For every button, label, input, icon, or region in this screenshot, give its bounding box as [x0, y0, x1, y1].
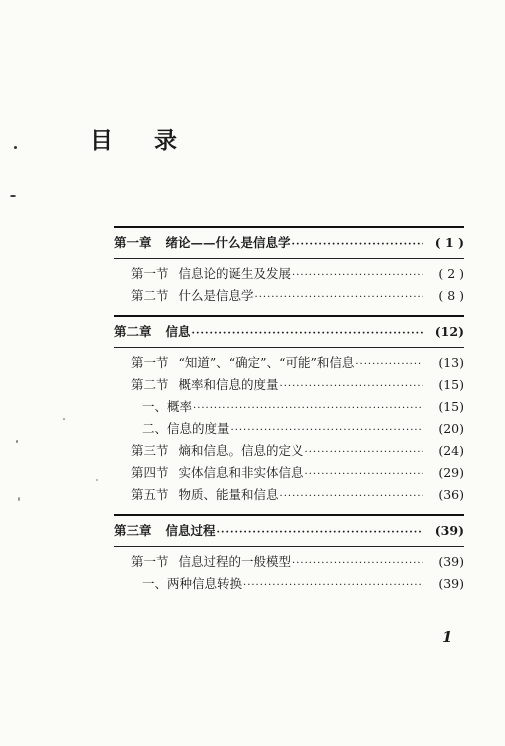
toc-section	[114, 374, 464, 396]
toc-chapter-title: 绪论——什么是信息学	[165, 235, 291, 250]
toc-subsection-title: 二、信息的度量	[142, 421, 230, 436]
toc-section-number: 第一节	[131, 554, 169, 569]
toc-section-number: 第二节	[131, 377, 169, 392]
table-of-contents	[114, 226, 464, 595]
toc-chapter-number: 第二章	[114, 324, 152, 339]
scan-speck	[14, 146, 17, 149]
toc-chapter-2	[114, 317, 464, 347]
toc-chapter-number: 第一章	[114, 235, 152, 250]
toc-subsection	[114, 396, 464, 418]
toc-leader	[192, 319, 423, 349]
toc-leader	[292, 553, 423, 575]
toc-section-title: “知道”、“确定”、“可能”和信息	[178, 355, 355, 370]
toc-subsection-title: 一、两种信息转换	[142, 576, 243, 591]
toc-section	[114, 263, 464, 285]
toc-leader	[355, 354, 423, 376]
toc-section	[114, 551, 464, 573]
toc-page-ref: (39)	[434, 523, 464, 538]
scan-speck	[10, 195, 16, 197]
toc-leader	[280, 376, 423, 398]
toc-page-ref: ( 8 )	[438, 288, 464, 303]
scan-speck	[18, 497, 20, 501]
toc-leader	[292, 265, 423, 287]
toc-page-ref: (13)	[438, 355, 464, 370]
toc-page-ref: (20)	[438, 421, 464, 436]
toc-page-ref: (29)	[438, 465, 464, 480]
toc-section	[114, 462, 464, 484]
toc-section-number: 第一节	[131, 355, 169, 370]
toc-chapter-title: 信息	[165, 324, 191, 339]
toc-leader	[231, 420, 423, 442]
toc-leader	[255, 287, 423, 309]
toc-page-ref: (24)	[438, 443, 464, 458]
toc-section	[114, 484, 464, 506]
toc-section-title: 物质、能量和信息	[178, 487, 279, 502]
toc-page-ref: (39)	[438, 576, 464, 591]
toc-section	[114, 352, 464, 374]
page-number: 1	[442, 628, 453, 646]
toc-section-number: 第四节	[131, 465, 169, 480]
toc-page-ref: (15)	[438, 399, 464, 414]
toc-leader	[217, 518, 423, 548]
toc-leader	[280, 486, 423, 508]
toc-section-title: 信息论的诞生及发展	[178, 266, 292, 281]
toc-subsection	[114, 573, 464, 595]
toc-page-ref: (15)	[438, 377, 464, 392]
scan-speck	[16, 440, 18, 443]
toc-chapter-1	[114, 228, 464, 258]
toc-section-title: 熵和信息。信息的定义	[178, 443, 304, 458]
page-title-char-1: 目	[90, 128, 113, 154]
toc-section	[114, 440, 464, 462]
toc-page-ref: (36)	[438, 487, 464, 502]
toc-section-title: 什么是信息学	[178, 288, 254, 303]
toc-section-title: 概率和信息的度量	[178, 377, 279, 392]
toc-section-number: 第五节	[131, 487, 169, 502]
toc-page-ref: (12)	[434, 324, 464, 339]
toc-leader	[193, 398, 423, 420]
toc-leader	[305, 464, 423, 486]
toc-chapter-title: 信息过程	[165, 523, 216, 538]
toc-subsection	[114, 418, 464, 440]
toc-section-number: 第一节	[131, 266, 169, 281]
toc-chapter-number: 第三章	[114, 523, 152, 538]
toc-leader	[243, 575, 423, 597]
toc-leader	[305, 442, 423, 464]
toc-section-title: 信息过程的一般模型	[178, 554, 292, 569]
toc-chapter-3	[114, 516, 464, 546]
toc-section	[114, 285, 464, 307]
toc-subsection-title: 一、概率	[142, 399, 193, 414]
toc-section-number: 第三节	[131, 443, 169, 458]
scan-speck	[96, 479, 98, 481]
toc-section-title: 实体信息和非实体信息	[178, 465, 304, 480]
toc-page-ref: (39)	[438, 554, 464, 569]
toc-page-ref: ( 2 )	[438, 266, 464, 281]
toc-section-number: 第二节	[131, 288, 169, 303]
page-title-char-2: 录	[154, 128, 177, 154]
toc-leader	[292, 230, 423, 260]
toc-page-ref: ( 1 )	[434, 235, 464, 250]
scan-speck	[63, 418, 65, 420]
